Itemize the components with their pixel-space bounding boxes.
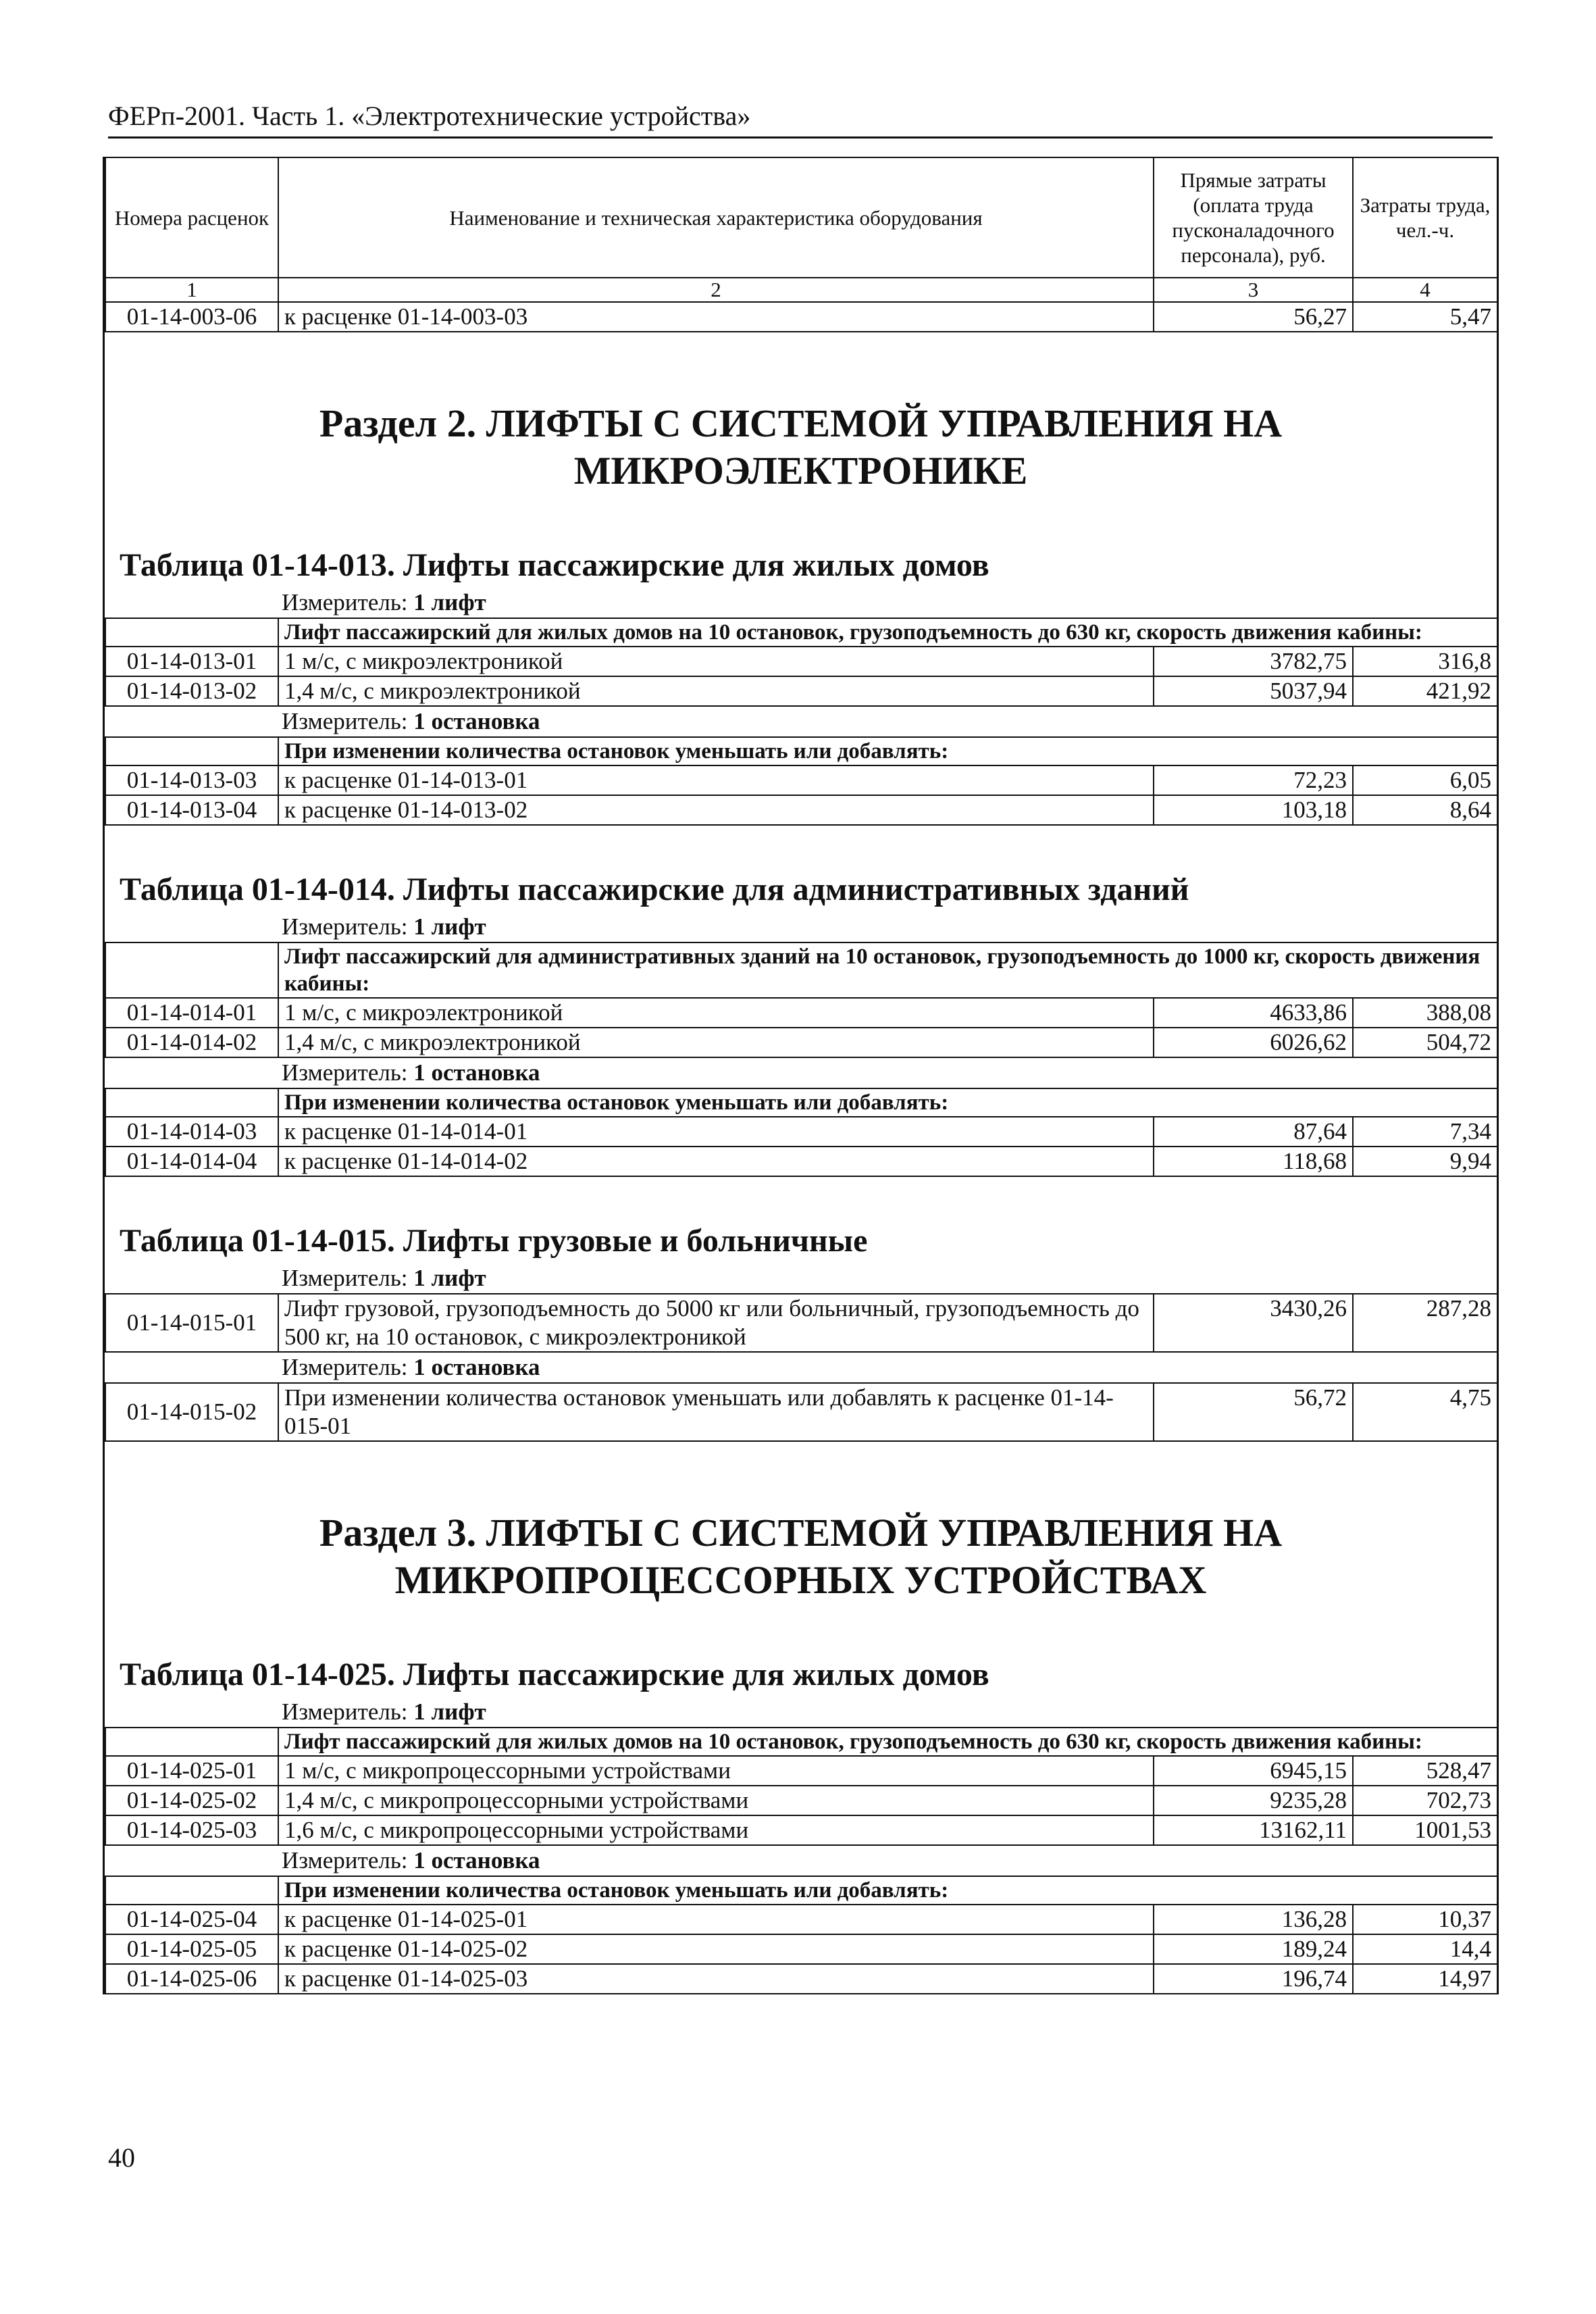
rates-table: [105, 1382, 1498, 1442]
column-number: 1: [105, 278, 278, 302]
meter-value: 1 остановка: [413, 1354, 540, 1380]
row-labor: 14,97: [1353, 1964, 1497, 1994]
row-name: Лифт грузовой, грузоподъемность до 5000 кг или больничный, грузоподъемность до 500 кг, на 10 остановок, с микроэлектроникой: [278, 1294, 1154, 1352]
row-labor: 1001,53: [1353, 1815, 1497, 1845]
row-code: 01-14-013-02: [105, 676, 278, 706]
row-code: 01-14-025-02: [105, 1786, 278, 1815]
row-name: 1 м/с, с микроэлектроникой: [278, 647, 1154, 676]
column-number: 4: [1353, 278, 1497, 302]
table-row: [105, 795, 1497, 825]
row-name: к расценке 01-14-025-02: [278, 1934, 1154, 1964]
table-row: [105, 1383, 1497, 1441]
meter-label: Измеритель:: [282, 589, 408, 615]
row-labor: 8,64: [1353, 795, 1497, 825]
row-labor: 421,92: [1353, 676, 1497, 706]
meter-value: 1 остановка: [413, 1847, 540, 1873]
meter-label: Измеритель:: [282, 913, 408, 940]
row-cost: 136,28: [1154, 1905, 1353, 1934]
row-labor: 5,47: [1353, 302, 1497, 332]
rates-table: [105, 1876, 1498, 1994]
row-cost: 9235,28: [1154, 1786, 1353, 1815]
row-name: к расценке 01-14-014-01: [278, 1117, 1154, 1147]
table-row: [105, 676, 1497, 706]
meter-line: [105, 1263, 1497, 1293]
row-code: 01-14-015-02: [105, 1383, 278, 1441]
row-code: 01-14-013-03: [105, 765, 278, 795]
table-row: [105, 1028, 1497, 1057]
row-name: 1,4 м/с, с микропроцессорными устройствами: [278, 1786, 1154, 1815]
meter-value: 1 остановка: [413, 1059, 540, 1086]
description-text: При изменении количества остановок уменьшать или добавлять:: [278, 1088, 1497, 1117]
row-cost: 6945,15: [1154, 1756, 1353, 1786]
description-text: Лифт пассажирский для жилых домов на 10 остановок, грузоподъемность до 630 кг, скорость движения кабины:: [278, 618, 1497, 647]
meter-line: [105, 707, 1497, 736]
row-name: 1 м/с, с микропроцессорными устройствами: [278, 1756, 1154, 1786]
row-cost: 4633,86: [1154, 998, 1353, 1028]
column-header-name: Наименование и техническая характеристика оборудования: [278, 157, 1154, 278]
meter-value: 1 лифт: [413, 589, 486, 615]
table-row: [105, 998, 1497, 1028]
row-labor: 9,94: [1353, 1147, 1497, 1176]
column-header-labor: Затраты труда, чел.-ч.: [1353, 157, 1497, 278]
row-name: к расценке 01-14-003-03: [278, 302, 1154, 332]
description-row: [105, 737, 1497, 765]
section-title: Раздел 3. ЛИФТЫ С СИСТЕМОЙ УПРАВЛЕНИЯ НА МИКРОПРОЦЕССОРНЫХ УСТРОЙСТВАХ: [319, 1511, 1283, 1602]
meter-label: Измеритель:: [282, 708, 408, 734]
meter-line: [105, 588, 1497, 618]
meter-value: 1 лифт: [413, 1265, 486, 1291]
row-name: 1,6 м/с, с микропроцессорными устройствами: [278, 1815, 1154, 1845]
table-row: [105, 302, 1497, 332]
row-cost: 196,74: [1154, 1964, 1353, 1994]
rates-table: [105, 618, 1498, 707]
column-header-codes: Номера расценок: [105, 157, 278, 278]
row-cost: 72,23: [1154, 765, 1353, 795]
description-text: Лифт пассажирский для административных зданий на 10 остановок, грузоподъемность до 1000 кг, скорость движения кабины:: [278, 942, 1497, 998]
table-row: [105, 1294, 1497, 1352]
meter-line: [105, 1353, 1497, 1382]
row-cost: 56,27: [1154, 302, 1353, 332]
row-name: 1,4 м/с, с микроэлектроникой: [278, 1028, 1154, 1057]
meter-label: Измеритель:: [282, 1847, 408, 1873]
row-name: 1 м/с, с микроэлектроникой: [278, 998, 1154, 1028]
row-labor: 316,8: [1353, 647, 1497, 676]
column-header-cost: Прямые затраты (оплата труда пусконаладочного персонала), руб.: [1154, 157, 1353, 278]
table-row: [105, 1786, 1497, 1815]
table-title: Таблица 01-14-013. Лифты пассажирские для жилых домов: [120, 547, 989, 583]
row-labor: 504,72: [1353, 1028, 1497, 1057]
column-number-row: [105, 278, 1497, 302]
row-name: к расценке 01-14-025-03: [278, 1964, 1154, 1994]
table-row: [105, 765, 1497, 795]
row-labor: 14,4: [1353, 1934, 1497, 1964]
row-code: 01-14-013-04: [105, 795, 278, 825]
document-header: ФЕРп-2001. Часть 1. «Электротехнические устройства»: [108, 100, 1493, 139]
row-labor: 528,47: [1353, 1756, 1497, 1786]
section-title: Раздел 2. ЛИФТЫ С СИСТЕМОЙ УПРАВЛЕНИЯ НА МИКРОЭЛЕКТРОНИКЕ: [319, 401, 1283, 493]
row-code: 01-14-025-04: [105, 1905, 278, 1934]
rates-table: [105, 1727, 1498, 1846]
row-code: 01-14-003-06: [105, 302, 278, 332]
row-cost: 103,18: [1154, 795, 1353, 825]
row-labor: 287,28: [1353, 1294, 1497, 1352]
row-code: 01-14-025-01: [105, 1756, 278, 1786]
description-row: [105, 1876, 1497, 1905]
meter-label: Измеритель:: [282, 1059, 408, 1086]
row-name: к расценке 01-14-013-02: [278, 795, 1154, 825]
meter-label: Измеритель:: [282, 1354, 408, 1380]
row-code: 01-14-025-05: [105, 1934, 278, 1964]
row-name: к расценке 01-14-013-01: [278, 765, 1154, 795]
description-text: При изменении количества остановок уменьшать или добавлять:: [278, 1876, 1497, 1905]
table-title: Таблица 01-14-015. Лифты грузовые и больничные: [120, 1223, 868, 1259]
row-labor: 7,34: [1353, 1117, 1497, 1147]
row-code: 01-14-025-06: [105, 1964, 278, 1994]
description-text: При изменении количества остановок уменьшать или добавлять:: [278, 737, 1497, 765]
row-name: 1,4 м/с, с микроэлектроникой: [278, 676, 1154, 706]
table-row: [105, 647, 1497, 676]
description-text: Лифт пассажирский для жилых домов на 10 остановок, грузоподъемность до 630 кг, скорость движения кабины:: [278, 1728, 1497, 1756]
row-labor: 702,73: [1353, 1786, 1497, 1815]
rates-table: [105, 1293, 1498, 1353]
row-labor: 4,75: [1353, 1383, 1497, 1441]
page-number: 40: [108, 2142, 135, 2173]
meter-label: Измеритель:: [282, 1265, 408, 1291]
row-labor: 10,37: [1353, 1905, 1497, 1934]
row-labor: 388,08: [1353, 998, 1497, 1028]
table-row: [105, 1905, 1497, 1934]
meter-value: 1 лифт: [413, 1699, 486, 1725]
row-name: к расценке 01-14-025-01: [278, 1905, 1154, 1934]
meter-line: [105, 1846, 1497, 1876]
content-frame: [103, 157, 1499, 1994]
table-row: [105, 1147, 1497, 1176]
meter-line: [105, 1697, 1497, 1727]
rates-table: [105, 1088, 1498, 1177]
row-cost: 118,68: [1154, 1147, 1353, 1176]
table-row: [105, 1815, 1497, 1845]
table-row: [105, 1964, 1497, 1994]
table-row: [105, 1117, 1497, 1147]
row-cost: 3430,26: [1154, 1294, 1353, 1352]
row-code: 01-14-025-03: [105, 1815, 278, 1845]
meter-line: [105, 912, 1497, 942]
row-code: 01-14-015-01: [105, 1294, 278, 1352]
column-number: 2: [278, 278, 1154, 302]
row-cost: 56,72: [1154, 1383, 1353, 1441]
row-cost: 87,64: [1154, 1117, 1353, 1147]
column-number: 3: [1154, 278, 1353, 302]
row-code: 01-14-014-04: [105, 1147, 278, 1176]
table-title: Таблица 01-14-025. Лифты пассажирские для жилых домов: [120, 1657, 989, 1692]
row-cost: 3782,75: [1154, 647, 1353, 676]
meter-value: 1 лифт: [413, 913, 486, 940]
column-header-row: [105, 157, 1497, 278]
row-name: к расценке 01-14-014-02: [278, 1147, 1154, 1176]
row-code: 01-14-013-01: [105, 647, 278, 676]
row-code: 01-14-014-03: [105, 1117, 278, 1147]
meter-label: Измеритель:: [282, 1699, 408, 1725]
column-header-table: [105, 157, 1498, 332]
row-cost: 5037,94: [1154, 676, 1353, 706]
row-cost: 13162,11: [1154, 1815, 1353, 1845]
rates-table: [105, 736, 1498, 826]
description-row: [105, 1088, 1497, 1117]
description-row: [105, 1728, 1497, 1756]
meter-value: 1 остановка: [413, 708, 540, 734]
row-cost: 6026,62: [1154, 1028, 1353, 1057]
rates-table: [105, 942, 1498, 1058]
row-cost: 189,24: [1154, 1934, 1353, 1964]
table-title: Таблица 01-14-014. Лифты пассажирские для административных зданий: [120, 872, 1189, 907]
row-code: 01-14-014-02: [105, 1028, 278, 1057]
description-row: [105, 942, 1497, 998]
row-name: При изменении количества остановок уменьшать или добавлять к расценке 01-14-015-01: [278, 1383, 1154, 1441]
row-labor: 6,05: [1353, 765, 1497, 795]
description-row: [105, 618, 1497, 647]
meter-line: [105, 1058, 1497, 1088]
table-row: [105, 1756, 1497, 1786]
row-code: 01-14-014-01: [105, 998, 278, 1028]
table-row: [105, 1934, 1497, 1964]
